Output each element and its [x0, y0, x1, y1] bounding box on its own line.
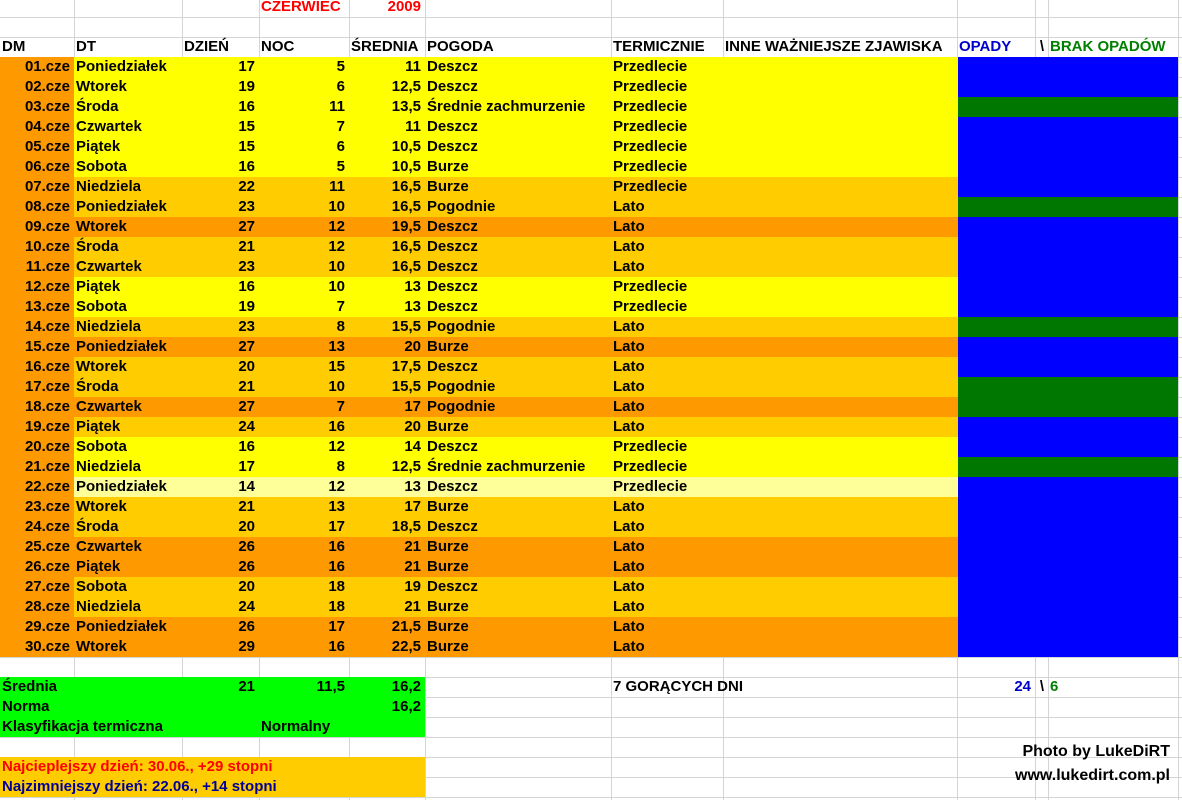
opady-bar: [958, 137, 1178, 157]
thermal-cell[interactable]: Lato: [613, 618, 645, 635]
date-cell[interactable]: 12.cze: [24, 278, 70, 295]
date-cell[interactable]: 21.cze: [24, 458, 70, 475]
avg-temp-cell[interactable]: 12,5: [391, 78, 421, 95]
date-cell[interactable]: 25.cze: [24, 538, 70, 555]
weekday-cell[interactable]: Poniedziałek: [76, 58, 167, 75]
avg-temp-cell[interactable]: 15,5: [391, 318, 421, 335]
day-temp-cell[interactable]: 24: [238, 598, 255, 615]
weather-cell[interactable]: Burze: [427, 498, 469, 515]
night-temp-cell[interactable]: 7: [336, 298, 345, 315]
thermal-cell[interactable]: Przedlecie: [613, 178, 688, 195]
weather-cell[interactable]: Burze: [427, 538, 469, 555]
weather-cell[interactable]: Deszcz: [427, 58, 478, 75]
thermal-cell[interactable]: Przedlecie: [613, 78, 688, 95]
hot-days-count[interactable]: 7 GORĄCYCH DNI: [613, 678, 744, 695]
avg-temp-cell[interactable]: 18,5: [391, 518, 421, 535]
thermal-cell[interactable]: Lato: [613, 378, 645, 395]
weekday-cell[interactable]: Niedziela: [76, 458, 142, 475]
weekday-cell[interactable]: Niedziela: [76, 598, 142, 615]
thermal-cell[interactable]: Przedlecie: [613, 278, 688, 295]
weekday-cell[interactable]: Piątek: [76, 278, 121, 295]
date-cell[interactable]: 01.cze: [24, 58, 70, 75]
weather-cell[interactable]: Pogodnie: [427, 378, 496, 395]
brak-opadow-bar: [958, 197, 1178, 217]
night-temp-cell[interactable]: 10: [328, 258, 345, 275]
photo-credit: Photo by LukeDiRT: [1022, 743, 1170, 760]
avg-temp-cell[interactable]: 14: [404, 438, 421, 455]
date-cell[interactable]: 23.cze: [24, 498, 70, 515]
opady-bar: [958, 617, 1178, 637]
thermal-cell[interactable]: Przedlecie: [613, 438, 688, 455]
avg-temp-cell[interactable]: 17,5: [391, 358, 421, 375]
thermal-cell[interactable]: Lato: [613, 598, 645, 615]
day-temp-cell[interactable]: 26: [238, 538, 255, 555]
night-temp-cell[interactable]: 5: [336, 58, 345, 75]
day-temp-cell[interactable]: 26: [238, 618, 255, 635]
day-temp-cell[interactable]: 15: [238, 138, 255, 155]
header-dm[interactable]: DM: [2, 38, 26, 55]
weather-cell[interactable]: Deszcz: [427, 138, 478, 155]
day-temp-cell[interactable]: 23: [238, 258, 255, 275]
opady-bar: [958, 557, 1178, 577]
avg-temp-cell[interactable]: 21: [404, 558, 421, 575]
night-temp-cell[interactable]: 10: [328, 378, 345, 395]
opady-bar: [958, 637, 1178, 657]
brak-opadow-bar: [958, 397, 1178, 417]
header-sep[interactable]: \: [1039, 38, 1044, 55]
weekday-cell[interactable]: Czwartek: [76, 258, 142, 275]
grid-hline: [0, 797, 1182, 798]
day-temp-cell[interactable]: 27: [238, 338, 255, 355]
weather-cell[interactable]: Deszcz: [427, 118, 478, 135]
weather-cell[interactable]: Średnie zachmurzenie: [427, 458, 586, 475]
thermal-cell[interactable]: Lato: [613, 398, 645, 415]
date-cell[interactable]: 09.cze: [24, 218, 70, 235]
date-cell[interactable]: 11.cze: [25, 258, 70, 275]
weekday-cell[interactable]: Sobota: [76, 158, 127, 175]
opady-bar: [958, 77, 1178, 97]
weather-cell[interactable]: Deszcz: [427, 298, 478, 315]
thermal-cell[interactable]: Przedlecie: [613, 138, 688, 155]
opady-bar: [958, 437, 1178, 457]
day-temp-cell[interactable]: 21: [238, 498, 255, 515]
avg-temp-cell[interactable]: 20: [404, 338, 421, 355]
opady-bar: [958, 277, 1178, 297]
date-cell[interactable]: 24.cze: [24, 518, 70, 535]
opady-count[interactable]: 24: [1014, 678, 1031, 695]
day-temp-cell[interactable]: 21: [238, 378, 255, 395]
day-temp-cell[interactable]: 26: [238, 558, 255, 575]
weekday-cell[interactable]: Środa: [76, 238, 119, 255]
night-temp-cell[interactable]: 13: [328, 498, 345, 515]
avg-temp-cell[interactable]: 19,5: [391, 218, 421, 235]
opady-bar: [958, 597, 1178, 617]
night-temp-cell[interactable]: 16: [328, 418, 345, 435]
thermal-cell[interactable]: Przedlecie: [613, 98, 688, 115]
weather-cell[interactable]: Pogodnie: [427, 318, 496, 335]
weekday-cell[interactable]: Niedziela: [76, 318, 142, 335]
avg-temp-cell[interactable]: 16,5: [391, 258, 421, 275]
header-termicznie[interactable]: TERMICZNIE: [613, 38, 705, 55]
weather-cell[interactable]: Burze: [427, 418, 469, 435]
date-cell[interactable]: 07.cze: [24, 178, 70, 195]
day-temp-cell[interactable]: 27: [238, 218, 255, 235]
weather-cell[interactable]: Deszcz: [427, 438, 478, 455]
opady-bar: [958, 297, 1178, 317]
avg-temp-cell[interactable]: 13: [404, 478, 421, 495]
night-temp-cell[interactable]: 15: [328, 358, 345, 375]
hottest-day-note[interactable]: Najcieplejszy dzień: 30.06., +29 stopni: [2, 758, 273, 775]
weather-cell[interactable]: Burze: [427, 638, 469, 655]
night-temp-cell[interactable]: 17: [328, 618, 345, 635]
night-temp-cell[interactable]: 6: [336, 78, 345, 95]
weekday-cell[interactable]: Piątek: [76, 138, 121, 155]
opady-bar: [958, 517, 1178, 537]
thermal-cell[interactable]: Lato: [613, 318, 645, 335]
night-temp-cell[interactable]: 5: [336, 158, 345, 175]
avg-temp-cell[interactable]: 11: [405, 118, 421, 135]
avg-temp-cell[interactable]: 17: [404, 498, 421, 515]
brak-opadow-bar: [958, 377, 1178, 397]
weather-cell[interactable]: Burze: [427, 338, 469, 355]
night-temp-cell[interactable]: 12: [328, 438, 345, 455]
weather-cell[interactable]: Deszcz: [427, 238, 478, 255]
weather-cell[interactable]: Pogodnie: [427, 198, 496, 215]
day-temp-cell[interactable]: 15: [238, 118, 255, 135]
weekday-cell[interactable]: Piątek: [76, 418, 121, 435]
night-temp-cell[interactable]: 10: [328, 278, 345, 295]
weekday-cell[interactable]: Poniedziałek: [76, 198, 167, 215]
thermal-cell[interactable]: Przedlecie: [613, 298, 688, 315]
thermal-cell[interactable]: Lato: [613, 558, 645, 575]
weather-cell[interactable]: Deszcz: [427, 518, 478, 535]
summary-srednia-label[interactable]: Średnia: [2, 678, 58, 695]
day-temp-cell[interactable]: 19: [238, 298, 255, 315]
date-cell[interactable]: 22.cze: [24, 478, 70, 495]
summary-sep[interactable]: \: [1039, 678, 1044, 695]
night-temp-cell[interactable]: 17: [328, 518, 345, 535]
avg-temp-cell[interactable]: 16,5: [391, 238, 421, 255]
summary-klasyfikacja-value[interactable]: Normalny: [261, 718, 331, 735]
header-pogoda[interactable]: POGODA: [427, 38, 494, 55]
weekday-cell[interactable]: Środa: [76, 378, 119, 395]
brak-opadow-bar: [958, 317, 1178, 337]
date-cell[interactable]: 08.cze: [24, 198, 70, 215]
weather-cell[interactable]: Pogodnie: [427, 398, 496, 415]
date-cell[interactable]: 06.cze: [24, 158, 70, 175]
night-temp-cell[interactable]: 16: [328, 558, 345, 575]
night-temp-cell[interactable]: 16: [328, 538, 345, 555]
weekday-cell[interactable]: Wtorek: [76, 358, 127, 375]
night-temp-cell[interactable]: 7: [336, 398, 345, 415]
weekday-cell[interactable]: Poniedziałek: [76, 478, 167, 495]
weekday-cell[interactable]: Czwartek: [76, 538, 142, 555]
weather-cell[interactable]: Burze: [427, 558, 469, 575]
day-temp-cell[interactable]: 17: [238, 458, 255, 475]
avg-temp-cell[interactable]: 16,5: [391, 198, 421, 215]
date-cell[interactable]: 10.cze: [24, 238, 70, 255]
thermal-cell[interactable]: Lato: [613, 498, 645, 515]
weather-cell[interactable]: Deszcz: [427, 218, 478, 235]
header-noc[interactable]: NOC: [261, 38, 295, 55]
day-temp-cell[interactable]: 16: [238, 98, 255, 115]
date-cell[interactable]: 29.cze: [24, 618, 70, 635]
weekday-cell[interactable]: Czwartek: [76, 118, 142, 135]
opady-bar: [958, 217, 1178, 237]
day-temp-cell[interactable]: 16: [238, 278, 255, 295]
day-temp-cell[interactable]: 19: [238, 78, 255, 95]
day-temp-cell[interactable]: 22: [238, 178, 255, 195]
weekday-cell[interactable]: Sobota: [76, 298, 127, 315]
night-temp-cell[interactable]: 11: [329, 178, 345, 195]
day-temp-cell[interactable]: 23: [238, 198, 255, 215]
thermal-cell[interactable]: Przedlecie: [613, 118, 688, 135]
day-temp-cell[interactable]: 17: [238, 58, 255, 75]
date-cell[interactable]: 16.cze: [24, 358, 70, 375]
summary-norma-label[interactable]: Norma: [2, 698, 50, 715]
grid-hline: [0, 737, 1182, 738]
night-temp-cell[interactable]: 16: [328, 638, 345, 655]
opady-bar: [958, 117, 1178, 137]
date-cell[interactable]: 15.cze: [24, 338, 70, 355]
avg-temp-cell[interactable]: 15,5: [391, 378, 421, 395]
date-cell[interactable]: 27.cze: [24, 578, 70, 595]
opady-bar: [958, 577, 1178, 597]
weather-cell[interactable]: Burze: [427, 598, 469, 615]
grid-hline: [0, 657, 1182, 658]
weekday-cell[interactable]: Czwartek: [76, 398, 142, 415]
opady-bar: [958, 157, 1178, 177]
avg-temp-cell[interactable]: 21: [404, 538, 421, 555]
date-cell[interactable]: 18.cze: [24, 398, 70, 415]
date-cell[interactable]: 20.cze: [24, 438, 70, 455]
night-temp-cell[interactable]: 12: [328, 218, 345, 235]
weekday-cell[interactable]: Wtorek: [76, 638, 127, 655]
thermal-cell[interactable]: Lato: [613, 198, 645, 215]
avg-temp-cell[interactable]: 21,5: [391, 618, 421, 635]
avg-temp-cell[interactable]: 17: [404, 398, 421, 415]
avg-temp-cell[interactable]: 22,5: [391, 638, 421, 655]
avg-temp-cell[interactable]: 19: [404, 578, 421, 595]
avg-temp-cell[interactable]: 21: [404, 598, 421, 615]
weather-cell[interactable]: Deszcz: [427, 358, 478, 375]
thermal-cell[interactable]: Lato: [613, 578, 645, 595]
thermal-cell[interactable]: Przedlecie: [613, 158, 688, 175]
day-temp-cell[interactable]: 14: [238, 478, 255, 495]
summary-srednia-avg[interactable]: 16,2: [391, 678, 421, 695]
header-srednia[interactable]: ŚREDNIA: [351, 38, 419, 55]
date-cell[interactable]: 05.cze: [24, 138, 70, 155]
grid-vline: [1178, 0, 1179, 800]
summary-srednia-dzien[interactable]: 21: [238, 678, 255, 695]
summary-srednia-noc[interactable]: 11,5: [316, 678, 345, 695]
day-temp-cell[interactable]: 24: [238, 418, 255, 435]
summary-norma-value[interactable]: 16,2: [391, 698, 421, 715]
night-temp-cell[interactable]: 13: [328, 338, 345, 355]
opady-bar: [958, 257, 1178, 277]
opady-bar: [958, 357, 1178, 377]
grid-hline: [0, 17, 1182, 18]
thermal-cell[interactable]: Lato: [613, 218, 645, 235]
thermal-cell[interactable]: Przedlecie: [613, 458, 688, 475]
night-temp-cell[interactable]: 18: [328, 578, 345, 595]
thermal-cell[interactable]: Lato: [613, 518, 645, 535]
day-temp-cell[interactable]: 23: [238, 318, 255, 335]
weather-cell[interactable]: Średnie zachmurzenie: [427, 98, 586, 115]
day-temp-cell[interactable]: 20: [238, 578, 255, 595]
avg-temp-cell[interactable]: 13,5: [391, 98, 421, 115]
night-temp-cell[interactable]: 8: [336, 458, 345, 475]
opady-bar: [958, 57, 1178, 77]
date-cell[interactable]: 26.cze: [24, 558, 70, 575]
avg-temp-cell[interactable]: 13: [404, 278, 421, 295]
brak-opadow-bar: [958, 457, 1178, 477]
date-cell[interactable]: 17.cze: [24, 378, 70, 395]
thermal-cell[interactable]: Lato: [613, 338, 645, 355]
thermal-cell[interactable]: Lato: [613, 538, 645, 555]
weather-cell[interactable]: Deszcz: [427, 258, 478, 275]
opady-bar: [958, 337, 1178, 357]
avg-temp-cell[interactable]: 16,5: [391, 178, 421, 195]
weekday-cell[interactable]: Sobota: [76, 438, 127, 455]
avg-temp-cell[interactable]: 10,5: [391, 138, 421, 155]
header-dt[interactable]: DT: [76, 38, 96, 55]
weekday-cell[interactable]: Środa: [76, 98, 119, 115]
day-temp-cell[interactable]: 16: [238, 438, 255, 455]
weekday-cell[interactable]: Wtorek: [76, 498, 127, 515]
thermal-cell[interactable]: Lato: [613, 418, 645, 435]
night-temp-cell[interactable]: 12: [328, 238, 345, 255]
night-temp-cell[interactable]: 8: [336, 318, 345, 335]
day-temp-cell[interactable]: 27: [238, 398, 255, 415]
night-temp-cell[interactable]: 10: [328, 198, 345, 215]
date-cell[interactable]: 30.cze: [24, 638, 70, 655]
thermal-cell[interactable]: Przedlecie: [613, 478, 688, 495]
night-temp-cell[interactable]: 18: [328, 598, 345, 615]
avg-temp-cell[interactable]: 11: [405, 58, 421, 75]
thermal-cell[interactable]: Lato: [613, 238, 645, 255]
header-opady[interactable]: OPADY: [959, 38, 1012, 55]
thermal-cell[interactable]: Lato: [613, 358, 645, 375]
date-cell[interactable]: 03.cze: [24, 98, 70, 115]
opady-bar: [958, 477, 1178, 497]
coldest-day-note[interactable]: Najzimniejszy dzień: 22.06., +14 stopni: [2, 778, 277, 795]
header-inne[interactable]: INNE WAŻNIEJSZE ZJAWISKA: [725, 38, 943, 55]
opady-bar: [958, 417, 1178, 437]
date-cell[interactable]: 02.cze: [24, 78, 70, 95]
date-cell[interactable]: 14.cze: [24, 318, 70, 335]
header-brak[interactable]: BRAK OPADÓW: [1050, 38, 1166, 55]
avg-temp-cell[interactable]: 10,5: [391, 158, 421, 175]
weekday-cell[interactable]: Piątek: [76, 558, 121, 575]
opady-bar: [958, 237, 1178, 257]
weekday-cell[interactable]: Poniedziałek: [76, 618, 167, 635]
header-dzien[interactable]: DZIEŃ: [184, 38, 229, 55]
avg-temp-cell[interactable]: 13: [404, 298, 421, 315]
day-temp-cell[interactable]: 16: [238, 158, 255, 175]
date-cell[interactable]: 19.cze: [24, 418, 70, 435]
night-temp-cell[interactable]: 11: [329, 98, 345, 115]
thermal-cell[interactable]: Lato: [613, 258, 645, 275]
avg-temp-cell[interactable]: 20: [404, 418, 421, 435]
date-cell[interactable]: 13.cze: [24, 298, 70, 315]
night-temp-cell[interactable]: 6: [336, 138, 345, 155]
month-title[interactable]: CZERWIEC: [261, 0, 341, 15]
weather-cell[interactable]: Deszcz: [427, 78, 478, 95]
night-temp-cell[interactable]: 12: [328, 478, 345, 495]
weather-cell[interactable]: Burze: [427, 618, 469, 635]
weekday-cell[interactable]: Środa: [76, 518, 119, 535]
brak-opadow-bar: [958, 97, 1178, 117]
weekday-cell[interactable]: Wtorek: [76, 218, 127, 235]
opady-bar: [958, 177, 1178, 197]
night-temp-cell[interactable]: 7: [336, 118, 345, 135]
weather-cell[interactable]: Burze: [427, 158, 469, 175]
weather-cell[interactable]: Deszcz: [427, 478, 478, 495]
avg-temp-cell[interactable]: 12,5: [391, 458, 421, 475]
date-cell[interactable]: 28.cze: [24, 598, 70, 615]
day-temp-cell[interactable]: 29: [238, 638, 255, 655]
brak-count[interactable]: 6: [1050, 678, 1059, 695]
weekday-cell[interactable]: Poniedziałek: [76, 338, 167, 355]
weekday-cell[interactable]: Wtorek: [76, 78, 127, 95]
opady-bar: [958, 537, 1178, 557]
opady-bar: [958, 497, 1178, 517]
day-temp-cell[interactable]: 20: [238, 358, 255, 375]
thermal-cell[interactable]: Przedlecie: [613, 58, 688, 75]
website-credit: www.lukedirt.com.pl: [1015, 767, 1170, 784]
year-title[interactable]: 2009: [387, 0, 421, 15]
weekday-cell[interactable]: Sobota: [76, 578, 127, 595]
weather-cell[interactable]: Burze: [427, 178, 469, 195]
date-cell[interactable]: 04.cze: [24, 118, 70, 135]
weather-cell[interactable]: Deszcz: [427, 578, 478, 595]
weekday-cell[interactable]: Niedziela: [76, 178, 142, 195]
day-temp-cell[interactable]: 20: [238, 518, 255, 535]
weather-cell[interactable]: Deszcz: [427, 278, 478, 295]
summary-klasyfikacja-label[interactable]: Klasyfikacja termiczna: [2, 718, 163, 735]
day-temp-cell[interactable]: 21: [238, 238, 255, 255]
thermal-cell[interactable]: Lato: [613, 638, 645, 655]
